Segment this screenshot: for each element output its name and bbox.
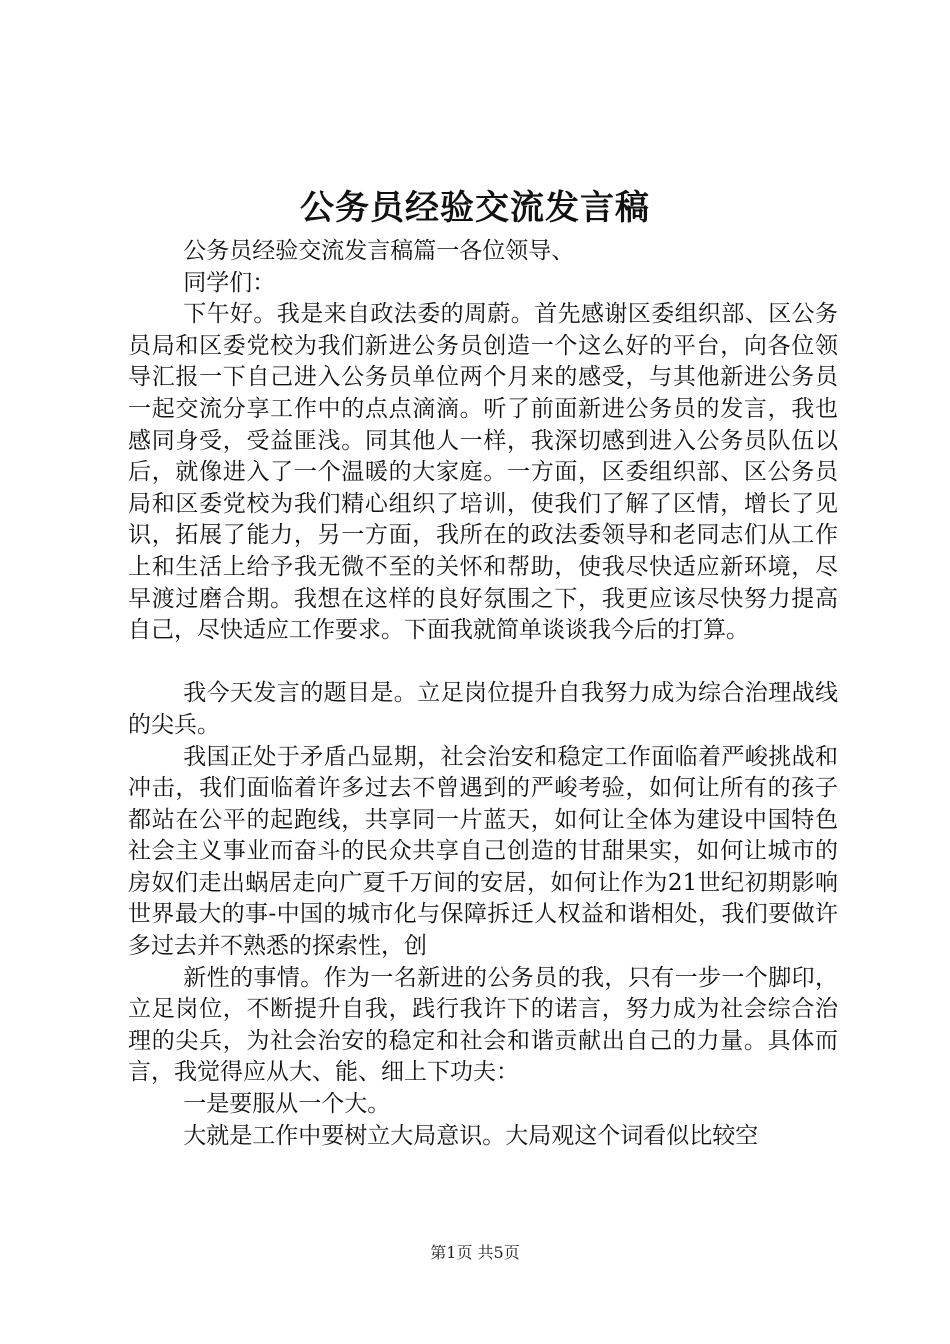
document-body <box>128 236 838 1152</box>
document-title: 公务员经验交流发言稿 <box>300 188 650 228</box>
page-number-footer: 第1页 共5页 <box>430 1243 520 1262</box>
paragraph: 同学们： <box>183 269 276 296</box>
paragraph: 大就是工作中要树立大局意识。大局观这个词看似比较空 <box>183 1122 759 1149</box>
paragraph: 公务员经验交流发言稿篇一各位领导、 <box>183 238 575 264</box>
paragraph: 我国正处于矛盾凸显期，社会治安和稳定工作面临着严峻挑战和冲击，我们面临着许多过去不曾遇到的严峻考验，如何让所有的孩子都站在公平的起跑线，共享同一片蓝天，如何让全体为建设中国特色社会主义事业而奋斗的民众共享自己创造的甘甜果实，如何让城市的房奴们走出蜗居走向广夏千万间的安居，如何让作为21世纪初期影响世界最大的事-中国的城市化与保障拆迁人权益和谐相处，我们要做许多过去并不熟悉的探索性，创 <box>128 743 838 960</box>
paragraph: 我今天发言的题目是。立足岗位提升自我努力成为综合治理战线的尖兵。 <box>128 680 838 738</box>
paragraph: 一是要服从一个大。 <box>183 1091 391 1118</box>
paragraph: 新性的事情。作为一名新进的公务员的我，只有一步一个脚印，立足岗位，不断提升自我，践行我许下的诺言，努力成为社会综合治理的尖兵，为社会治安的稳定和社会和谐贡献出自己的力量。具体而言，我觉得应从大、能、细上下功夫： <box>128 964 838 1086</box>
paragraph: 下午好。我是来自政法委的周蔚。首先感谢区委组织部、区公务员局和区委党校为我们新进公务员创造一个这么好的平台，向各位领导汇报一下自己进入公务员单位两个月来的感受，与其他新进公务员一起交流分享工作中的点点滴滴。听了前面新进公务员的发言，我也感同身受，受益匪浅。同其他人一样，我深切感到进入公务员队伍以后，就像进入了一个温暖的大家庭。一方面，区委组织部、区公务员局和区委党校为我们精心组织了培训，使我们了解了区情，增长了见识，拓展了能力，另一方面，我所在的政法委领导和老同志们从工作上和生活上给予我无微不至的关怀和帮助，使我尽快适应新环境，尽早渡过磨合期。我想在这样的良好氛围之下，我更应该尽快努力提高自己，尽快适应工作要求。下面我就简单谈谈我今后的打算。 <box>128 301 838 644</box>
